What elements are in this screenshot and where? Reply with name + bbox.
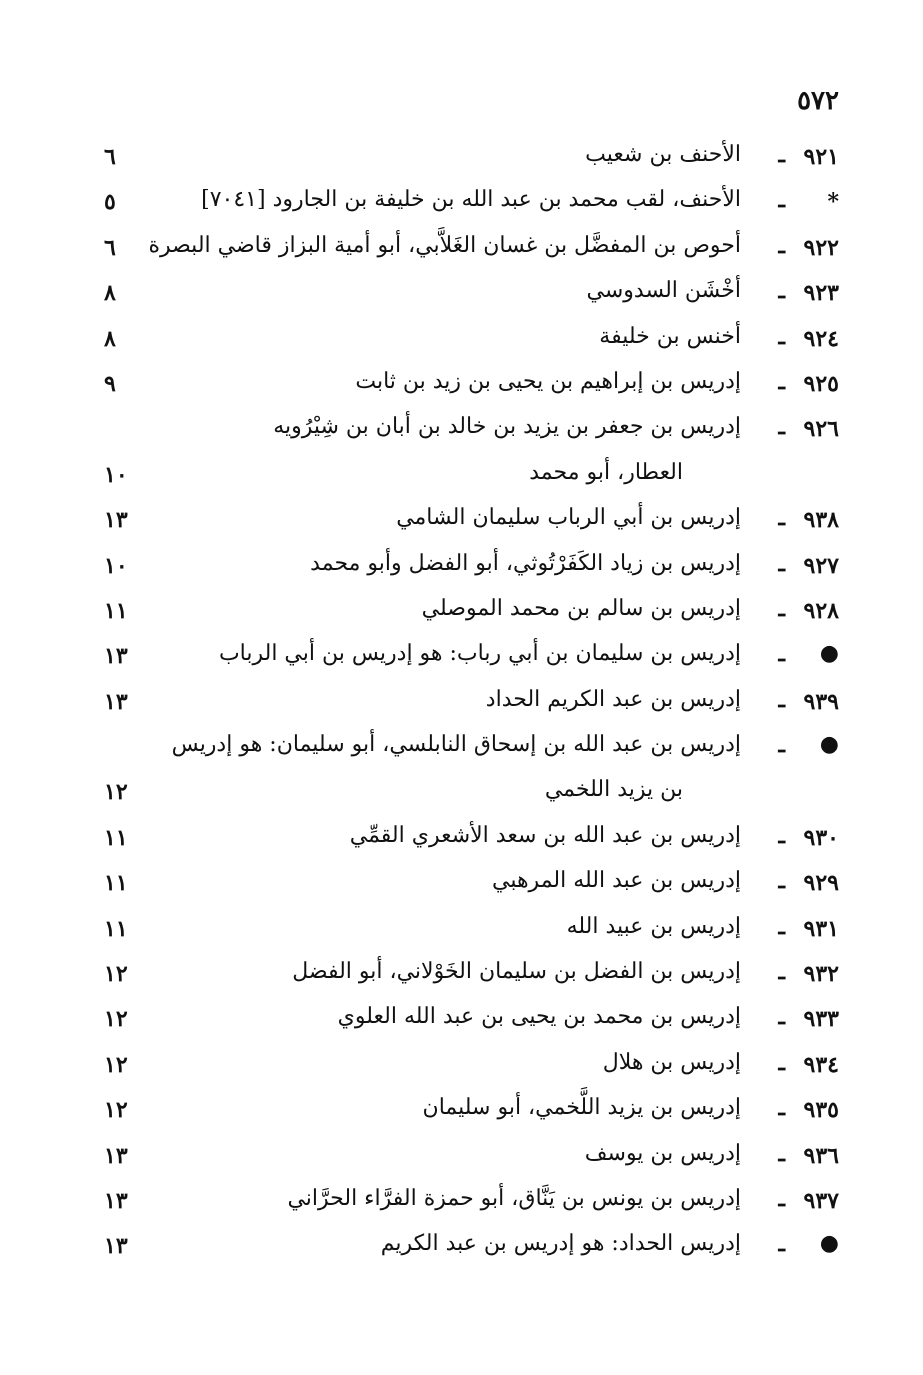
- entry-name: إدريس بن يزيد اللَّخمي، أبو سليمان: [422, 1095, 741, 1121]
- entry-dash: ـ: [778, 278, 785, 305]
- entry-dash: ـ: [778, 1049, 785, 1076]
- entry-dash: ـ: [778, 686, 785, 713]
- entry-number: ٩٣٤: [803, 1051, 839, 1078]
- entry-number: ٩٣٩: [803, 688, 839, 715]
- entry-dash: ـ: [778, 1185, 785, 1212]
- index-entry: [0, 365, 923, 410]
- index-entry: [0, 728, 923, 773]
- entry-name: إدريس بن يونس بن يَنَّاق، أبو حمزة الفرَّاء الحرَّاني: [287, 1185, 741, 1211]
- index-entry: [0, 864, 923, 909]
- entry-page-number: ١٢: [104, 1051, 128, 1078]
- entry-page-number: ٩: [104, 370, 116, 397]
- index-entry: [0, 183, 923, 228]
- index-entry: [0, 1227, 923, 1272]
- entry-number: ٩٣٨: [803, 507, 839, 534]
- entry-number: ٩٣٥: [803, 1097, 839, 1124]
- entry-page-number: ١٠: [104, 552, 128, 579]
- index-entry: [0, 1137, 923, 1182]
- entry-number: ٩٢٨: [803, 597, 839, 624]
- entry-page-number: ١٢: [104, 1097, 128, 1124]
- entry-name: أحوص بن المفضَّل بن غسان الغَلاَّبي، أبو أمية البزاز قاضي البصرة: [148, 232, 741, 258]
- entry-name: أخْشَن السدوسي: [586, 278, 741, 304]
- index-entry: [0, 547, 923, 592]
- entry-page-number: ١٣: [104, 643, 128, 670]
- entry-number: ٩٢٤: [803, 325, 839, 352]
- entry-page-number: ١١: [104, 915, 128, 942]
- entry-name: الأحنف، لقب محمد بن عبد الله بن خليفة بن الجارود [٧٠٤١]: [201, 187, 741, 213]
- entry-dash: ـ: [778, 822, 785, 849]
- index-entry: [0, 1000, 923, 1045]
- bullet-icon: ●: [819, 641, 839, 667]
- entry-dash: ـ: [778, 595, 785, 622]
- entry-name: إدريس بن الفضل بن سليمان الخَوْلاني، أبو الفضل: [292, 959, 741, 985]
- index-entry: [0, 592, 923, 637]
- entry-dash: ـ: [778, 1231, 785, 1258]
- entry-name: إدريس الحداد: هو إدريس بن عبد الكريم: [380, 1231, 741, 1257]
- entry-page-number: ٥: [104, 189, 116, 216]
- entry-name: إدريس بن يوسف: [584, 1140, 741, 1166]
- index-entry: [0, 1091, 923, 1136]
- bullet-icon: ●: [819, 732, 839, 758]
- entry-page-number: ١٣: [104, 507, 128, 534]
- bullet-icon: ●: [819, 1231, 839, 1257]
- index-list: [0, 138, 923, 1273]
- entry-page-number: ٨: [104, 280, 116, 307]
- entry-name: إدريس بن جعفر بن يزيد بن خالد بن أبان بن شِيْرُويه: [273, 414, 741, 440]
- entry-dash: ـ: [778, 550, 785, 577]
- entry-dash: ـ: [778, 368, 785, 395]
- entry-number: ٩٢١: [803, 144, 839, 170]
- entry-name: إدريس بن عبد الله المرهبي: [491, 868, 741, 894]
- index-entry-continuation: [0, 773, 923, 818]
- entry-page-number: ١٠: [104, 461, 128, 488]
- index-entry-continuation: [0, 456, 923, 501]
- entry-name: العطار، أبو محمد: [529, 459, 683, 485]
- entry-name: إدريس بن أبي الرباب سليمان الشامي: [396, 505, 741, 531]
- entry-name: إدريس بن عبد الله بن إسحاق النابلسي، أبو سليمان: هو إدريس: [171, 732, 741, 758]
- entry-dash: ـ: [778, 1140, 785, 1167]
- entry-dash: ـ: [778, 959, 785, 986]
- entry-name: أخنس بن خليفة: [599, 323, 741, 349]
- index-entry: [0, 410, 923, 455]
- entry-dash: ـ: [778, 414, 785, 441]
- index-entry: [0, 819, 923, 864]
- entry-page-number: ٨: [104, 325, 116, 352]
- entry-page-number: ١٢: [104, 779, 128, 806]
- index-entry: [0, 1182, 923, 1227]
- entry-name: بن يزيد اللخمي: [544, 777, 683, 803]
- entry-name: إدريس بن سالم بن محمد الموصلي: [421, 595, 741, 621]
- index-entry: [0, 229, 923, 274]
- entry-page-number: ١١: [104, 597, 128, 624]
- entry-page-number: ١٣: [104, 688, 128, 715]
- entry-dash: ـ: [778, 1095, 785, 1122]
- entry-page-number: ١١: [104, 870, 128, 897]
- index-entry: [0, 138, 923, 183]
- index-entry: [0, 501, 923, 546]
- entry-number: ٩٣٧: [803, 1187, 839, 1214]
- entry-dash: ـ: [778, 641, 785, 668]
- entry-page-number: ١٣: [104, 1142, 128, 1169]
- entry-number: ٩٣٦: [803, 1142, 839, 1169]
- entry-page-number: ١١: [104, 824, 128, 851]
- entry-dash: ـ: [778, 913, 785, 940]
- index-entry: [0, 274, 923, 319]
- index-entry: [0, 910, 923, 955]
- entry-page-number: ١٣: [104, 1233, 128, 1260]
- page-number: ٥٧٢: [797, 86, 839, 116]
- entry-dash: ـ: [778, 187, 785, 214]
- entry-dash: ـ: [778, 232, 785, 259]
- entry-name: إدريس بن زياد الكَفَرْتُوثي، أبو الفضل وأبو محمد: [310, 550, 741, 576]
- entry-page-number: ٦: [104, 234, 116, 261]
- entry-dash: ـ: [778, 323, 785, 350]
- entry-name: إدريس بن عبد الكريم الحداد: [485, 686, 741, 712]
- index-entry: [0, 637, 923, 682]
- entry-name: إدريس بن عبيد الله: [566, 913, 741, 939]
- entry-number: ٩٣٠: [803, 824, 839, 851]
- index-entry: [0, 320, 923, 365]
- entry-number: ٩٣١: [803, 915, 839, 942]
- entry-number: ٩٢٥: [803, 370, 839, 397]
- entry-name: إدريس بن محمد بن يحيى بن عبد الله العلوي: [337, 1004, 741, 1030]
- entry-dash: ـ: [778, 505, 785, 532]
- entry-number: ٩٢٩: [803, 870, 839, 897]
- entry-page-number: ١٣: [104, 1187, 128, 1214]
- entry-dash: ـ: [778, 868, 785, 895]
- entry-number: ٩٢٦: [803, 416, 839, 443]
- entry-name: إدريس بن هلال: [602, 1049, 741, 1075]
- index-entry: [0, 955, 923, 1000]
- entry-name: إدريس بن عبد الله بن سعد الأشعري القمِّي: [349, 822, 741, 848]
- index-entry: [0, 1046, 923, 1091]
- entry-number: ٩٢٧: [803, 552, 839, 579]
- entry-number: ٩٢٣: [803, 280, 839, 307]
- entry-page-number: ٦: [104, 144, 116, 170]
- index-entry: [0, 683, 923, 728]
- entry-number: ٩٣٢: [803, 961, 839, 988]
- entry-name: إدريس بن سليمان بن أبي رباب: هو إدريس بن أبي الرباب: [218, 641, 741, 667]
- entry-page-number: ١٢: [104, 1006, 128, 1033]
- entry-number: ٩٣٣: [803, 1006, 839, 1033]
- entry-page-number: ١٢: [104, 961, 128, 988]
- entry-dash: ـ: [778, 142, 785, 168]
- entry-number: ٩٢٢: [803, 234, 839, 261]
- entry-name: الأحنف بن شعيب: [585, 142, 741, 167]
- entry-dash: ـ: [778, 1004, 785, 1031]
- entry-dash: ـ: [778, 732, 785, 759]
- entry-number: *: [827, 189, 839, 216]
- entry-name: إدريس بن إبراهيم بن يحيى بن زيد بن ثابت: [355, 368, 741, 394]
